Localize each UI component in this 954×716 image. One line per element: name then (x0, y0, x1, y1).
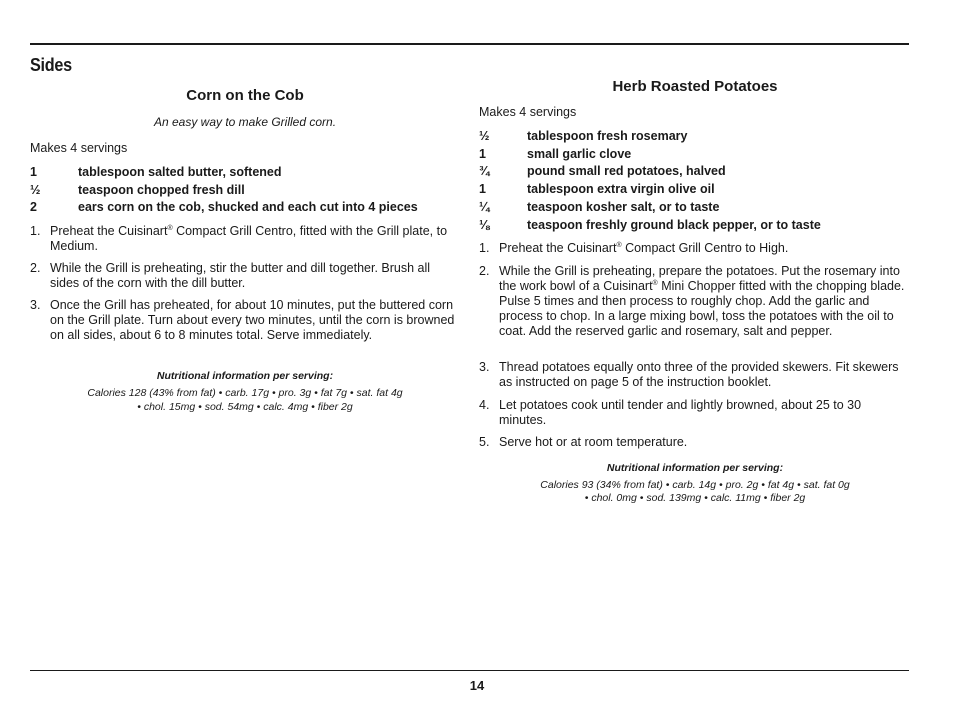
ingredient-text: teaspoon kosher salt, or to taste (527, 200, 720, 214)
step-number: 5. (479, 435, 490, 449)
step-number: 1. (30, 224, 41, 238)
step-text: While the Grill is preheating, stir the butter and dill together. Brush all sides of the corn with the dill butter. (50, 261, 431, 290)
ingredient-qty: 1 (479, 182, 486, 196)
step-number: 3. (479, 360, 490, 374)
ingredient-qty: ½ (479, 129, 490, 143)
nutrition-line: Calories 128 (43% from fat) • carb. 17g • pro. 3g • fat 7g • sat. fat 4g (87, 387, 403, 399)
servings-text: Makes 4 servings (30, 141, 128, 155)
ingredient-qty: ¼ (479, 200, 490, 214)
ingredient-text: teaspoon chopped fresh dill (78, 183, 245, 197)
step-number: 1. (479, 241, 490, 255)
step-text: Preheat the Cuisinart® Compact Grill Centro to High. (499, 241, 789, 255)
step-text: Let potatoes cook until tender and lightly browned, about 25 to 30 minutes. (499, 398, 862, 427)
servings-text: Makes 4 servings (479, 105, 577, 119)
ingredient-qty: 1 (30, 165, 37, 179)
ingredient-text: small garlic clove (527, 147, 632, 161)
nutrition-line: • chol. 0mg • sod. 139mg • calc. 11mg • fiber 2g (584, 492, 806, 504)
page-number: 14 (469, 678, 485, 693)
nutrition-line: • chol. 15mg • sod. 54mg • calc. 4mg • fiber 2g (137, 401, 353, 413)
ingredient-qty: ¾ (479, 164, 490, 178)
step-text: While the Grill is preheating, prepare the potatoes. Put the rosemary into the work bowl of a Cuisinart® Mini Chopper fitted with the chopping blade. Pulse 5 times and then process to roughly chop. Add the garlic and process to chop. In a large mixing bowl, toss the potatoes with the oil to coat. Add the reserved garlic and rosemary, salt and pepper. (499, 264, 905, 338)
ingredient-text: tablespoon fresh rosemary (527, 129, 688, 143)
ingredient-text: pound small red potatoes, halved (527, 164, 726, 178)
recipe-subtitle: An easy way to make Grilled corn. (153, 115, 337, 129)
top-rule (30, 43, 909, 45)
step-number: 2. (479, 264, 490, 278)
ingredient-text: tablespoon salted butter, softened (78, 165, 282, 179)
nutrition-line: Calories 93 (34% from fat) • carb. 14g • pro. 2g • fat 4g • sat. fat 0g (540, 479, 850, 491)
ingredient-text: tablespoon extra virgin olive oil (527, 182, 715, 196)
ingredient-text: teaspoon freshly ground black pepper, or to taste (527, 218, 821, 232)
nutrition-heading: Nutritional information per serving: (156, 370, 334, 382)
step-number: 4. (479, 398, 490, 412)
step-text: Serve hot or at room temperature. (499, 435, 688, 449)
ingredient-qty: ⅛ (479, 218, 490, 232)
step-number: 2. (30, 261, 41, 275)
step-text: Preheat the Cuisinart® Compact Grill Centro, fitted with the Grill plate, to Medium. (50, 224, 448, 253)
ingredient-text: ears corn on the cob, shucked and each cut into 4 pieces (78, 200, 418, 214)
step-number: 3. (30, 298, 41, 312)
recipe-title: Herb Roasted Potatoes (612, 78, 778, 95)
ingredient-qty: 2 (30, 200, 37, 214)
bottom-rule (30, 670, 909, 671)
nutrition-heading: Nutritional information per serving: (606, 462, 784, 474)
step-text: Thread potatoes equally onto three of the provided skewers. Fit skewers as instructed on page 5 of the instruction booklet. (499, 360, 899, 389)
section-title: Sides (30, 55, 72, 75)
recipe-title: Corn on the Cob (186, 87, 304, 104)
ingredient-qty: ½ (30, 183, 41, 197)
ingredient-qty: 1 (479, 147, 486, 161)
step-text: Once the Grill has preheated, for about 10 minutes, put the buttered corn on the Grill plate. Turn about every two minutes, until the corn is browned on all sides, about 6 to 8 minutes total. Serve immediately. (50, 298, 455, 342)
